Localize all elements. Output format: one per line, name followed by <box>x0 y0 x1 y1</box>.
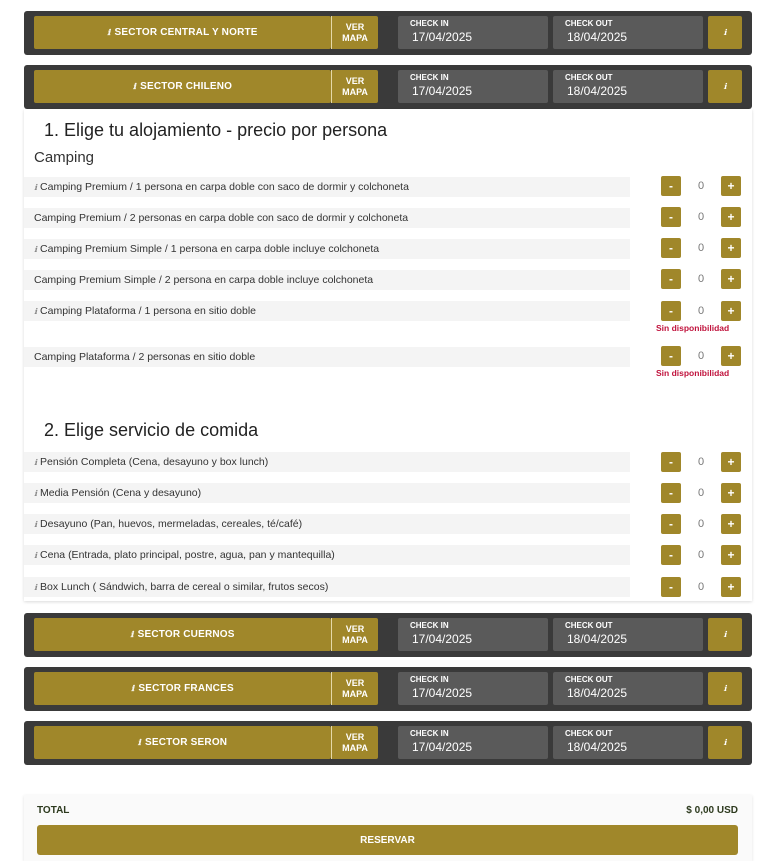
info-icon[interactable]: ℹ <box>34 519 38 529</box>
sector-name: SECTOR CHILENO <box>140 81 233 92</box>
calendar-button[interactable] <box>708 726 742 759</box>
quantity-stepper <box>661 545 741 565</box>
checkin-label: CHECK IN <box>410 621 449 630</box>
checkin-field[interactable] <box>398 618 548 651</box>
checkin-date: 17/04/2025 <box>412 686 473 700</box>
checkout-field[interactable] <box>553 726 703 759</box>
view-map-label-line1: VER <box>345 623 365 634</box>
quantity-stepper <box>661 269 741 289</box>
category-title: Camping <box>34 149 95 166</box>
increment-button[interactable]: + <box>721 238 741 258</box>
checkin-field[interactable] <box>398 16 548 49</box>
view-map-label-line1: VER <box>345 677 365 688</box>
sector-chileno-panel <box>24 109 752 601</box>
total-label: TOTAL <box>37 805 70 816</box>
quantity-value[interactable]: 0 <box>697 305 705 317</box>
item-label: Cena (Entrada, plato principal, postre, agua, pan y mantequilla) <box>40 549 335 561</box>
decrement-button[interactable]: - <box>661 514 681 534</box>
view-map-label-line2: MAPA <box>342 634 368 645</box>
view-map-button[interactable] <box>331 16 378 49</box>
quantity-stepper <box>661 176 741 196</box>
sector-name: SECTOR CENTRAL Y NORTE <box>114 27 258 38</box>
calendar-icon: ℹ <box>723 738 727 747</box>
decrement-button[interactable]: - <box>661 207 681 227</box>
view-map-label-line2: MAPA <box>342 86 368 97</box>
sector-toggle-button[interactable] <box>34 618 331 651</box>
increment-button[interactable]: + <box>721 452 741 472</box>
list-item <box>24 347 630 367</box>
sector-bar-chileno <box>24 65 752 109</box>
sector-toggle-button[interactable] <box>34 672 331 705</box>
sector-toggle-button[interactable] <box>34 16 331 49</box>
increment-button[interactable]: + <box>721 176 741 196</box>
decrement-button[interactable]: - <box>661 483 681 503</box>
checkin-label: CHECK IN <box>410 19 449 28</box>
item-label: Camping Premium / 1 persona en carpa doble con saco de dormir y colchoneta <box>40 181 409 193</box>
sector-bar-central-norte <box>24 11 752 55</box>
calendar-button[interactable] <box>708 16 742 49</box>
info-icon: ℹ <box>131 684 135 693</box>
checkout-date: 18/04/2025 <box>567 686 628 700</box>
calendar-icon: ℹ <box>723 82 727 91</box>
calendar-button[interactable] <box>708 70 742 103</box>
quantity-stepper <box>661 452 741 472</box>
quantity-stepper <box>661 346 741 366</box>
view-map-button[interactable] <box>331 672 378 705</box>
quantity-stepper <box>661 577 741 597</box>
meals-title: 2. Elige servicio de comida <box>44 420 259 440</box>
item-label: Camping Plataforma / 1 persona en sitio doble <box>40 305 257 317</box>
decrement-button[interactable]: - <box>661 238 681 258</box>
quantity-value[interactable]: 0 <box>697 456 705 468</box>
checkin-label: CHECK IN <box>410 729 449 738</box>
calendar-icon: ℹ <box>723 630 727 639</box>
checkin-label: CHECK IN <box>410 73 449 82</box>
item-label: Pensión Completa (Cena, desayuno y box lunch) <box>40 456 269 468</box>
total-section <box>24 795 752 861</box>
increment-button[interactable]: + <box>721 545 741 565</box>
item-label: Box Lunch ( Sándwich, barra de cereal o similar, frutos secos) <box>40 581 329 593</box>
quantity-stepper <box>661 514 741 534</box>
checkout-label: CHECK OUT <box>565 729 613 738</box>
checkin-date: 17/04/2025 <box>412 740 473 754</box>
increment-button[interactable]: + <box>721 207 741 227</box>
list-item <box>24 301 630 321</box>
view-map-label-line2: MAPA <box>342 742 368 753</box>
increment-button[interactable]: + <box>721 514 741 534</box>
checkout-field[interactable] <box>553 672 703 705</box>
decrement-button[interactable]: - <box>661 346 681 366</box>
checkout-label: CHECK OUT <box>565 621 613 630</box>
checkin-field[interactable] <box>398 726 548 759</box>
status-badge: Sin disponibilidad <box>656 323 730 333</box>
quantity-value[interactable]: 0 <box>697 581 705 593</box>
view-map-button[interactable] <box>331 70 378 103</box>
checkout-field[interactable] <box>553 16 703 49</box>
quantity-value[interactable]: 0 <box>697 549 705 561</box>
quantity-stepper <box>661 483 741 503</box>
sector-name: SECTOR CUERNOS <box>137 629 235 640</box>
quantity-stepper <box>661 207 741 227</box>
decrement-button[interactable]: - <box>661 545 681 565</box>
item-label: Camping Premium / 2 personas en carpa doble con saco de dormir y colchoneta <box>34 212 409 224</box>
checkout-field[interactable] <box>553 70 703 103</box>
checkout-date: 18/04/2025 <box>567 632 628 646</box>
quantity-value[interactable]: 0 <box>697 180 705 192</box>
status-badge: Sin disponibilidad <box>656 368 730 378</box>
quantity-stepper <box>661 238 741 258</box>
decrement-button[interactable]: - <box>661 269 681 289</box>
view-map-label-line2: MAPA <box>342 32 368 43</box>
checkout-label: CHECK OUT <box>565 19 613 28</box>
view-map-label-line1: VER <box>345 731 365 742</box>
view-map-label-line2: MAPA <box>342 688 368 699</box>
info-icon[interactable]: ℹ <box>34 582 38 592</box>
quantity-value[interactable]: 0 <box>697 211 705 223</box>
quantity-stepper <box>661 301 741 321</box>
list-item <box>24 239 630 259</box>
checkin-field[interactable] <box>398 70 548 103</box>
total-value: $ 0,00 USD <box>686 805 738 816</box>
item-label: Media Pensión (Cena y desayuno) <box>40 487 202 499</box>
calendar-button[interactable] <box>708 618 742 651</box>
decrement-button[interactable]: - <box>661 301 681 321</box>
calendar-button[interactable] <box>708 672 742 705</box>
view-map-label-line1: VER <box>345 21 365 32</box>
info-icon: ℹ <box>132 82 137 91</box>
increment-button[interactable]: + <box>721 346 741 366</box>
info-icon[interactable]: ℹ <box>34 244 38 254</box>
quantity-value[interactable]: 0 <box>697 350 705 362</box>
quantity-value[interactable]: 0 <box>697 273 705 285</box>
list-item <box>24 545 630 565</box>
sector-toggle-button[interactable] <box>34 70 331 103</box>
info-icon: ℹ <box>107 28 111 37</box>
list-item <box>24 177 630 197</box>
checkout-date: 18/04/2025 <box>567 30 628 44</box>
info-icon[interactable]: ℹ <box>34 306 38 316</box>
info-icon: ℹ <box>137 738 141 747</box>
info-icon: ℹ <box>130 630 134 639</box>
checkin-label: CHECK IN <box>410 675 449 684</box>
list-item <box>24 514 630 534</box>
view-map-button[interactable] <box>331 618 378 651</box>
list-item <box>24 208 630 228</box>
info-icon[interactable]: ℹ <box>34 457 38 467</box>
checkin-date: 17/04/2025 <box>412 84 473 98</box>
decrement-button[interactable]: - <box>661 577 681 597</box>
sector-toggle-button[interactable] <box>34 726 331 759</box>
increment-button[interactable]: + <box>721 269 741 289</box>
reserve-button[interactable]: RESERVAR <box>37 825 738 855</box>
increment-button[interactable]: + <box>721 577 741 597</box>
checkout-field[interactable] <box>553 618 703 651</box>
item-label: Camping Plataforma / 2 personas en sitio doble <box>34 351 256 363</box>
quantity-value[interactable]: 0 <box>697 242 705 254</box>
calendar-icon: ℹ <box>723 684 727 693</box>
view-map-button[interactable] <box>331 726 378 759</box>
checkout-label: CHECK OUT <box>565 73 613 82</box>
checkin-field[interactable] <box>398 672 548 705</box>
sector-bar-frances <box>24 667 752 711</box>
checkin-date: 17/04/2025 <box>412 30 473 44</box>
checkout-label: CHECK OUT <box>565 675 613 684</box>
list-item <box>24 452 630 472</box>
item-label: Desayuno (Pan, huevos, mermeladas, cereales, té/café) <box>40 518 303 530</box>
info-icon[interactable]: ℹ <box>34 550 38 560</box>
calendar-icon: ℹ <box>723 28 727 37</box>
list-item <box>24 483 630 503</box>
sector-name: SECTOR SERON <box>145 737 228 748</box>
decrement-button[interactable]: - <box>661 452 681 472</box>
checkin-date: 17/04/2025 <box>412 632 473 646</box>
checkout-date: 18/04/2025 <box>567 740 628 754</box>
increment-button[interactable]: + <box>721 483 741 503</box>
checkout-date: 18/04/2025 <box>567 84 628 98</box>
info-icon[interactable]: ℹ <box>34 182 38 192</box>
list-item <box>24 577 630 597</box>
quantity-value[interactable]: 0 <box>697 487 705 499</box>
item-label: Camping Premium Simple / 2 persona en carpa doble incluye colchoneta <box>34 274 374 286</box>
quantity-value[interactable]: 0 <box>697 518 705 530</box>
decrement-button[interactable]: - <box>661 176 681 196</box>
view-map-label-line1: VER <box>345 75 365 86</box>
increment-button[interactable]: + <box>721 301 741 321</box>
accommodation-title: 1. Elige tu alojamiento - precio por persona <box>44 120 388 140</box>
sector-bar-seron <box>24 721 752 765</box>
item-label: Camping Premium Simple / 1 persona en carpa doble incluye colchoneta <box>40 243 380 255</box>
sector-bar-cuernos <box>24 613 752 657</box>
list-item <box>24 270 630 290</box>
info-icon[interactable]: ℹ <box>34 488 38 498</box>
sector-name: SECTOR FRANCES <box>138 683 234 694</box>
